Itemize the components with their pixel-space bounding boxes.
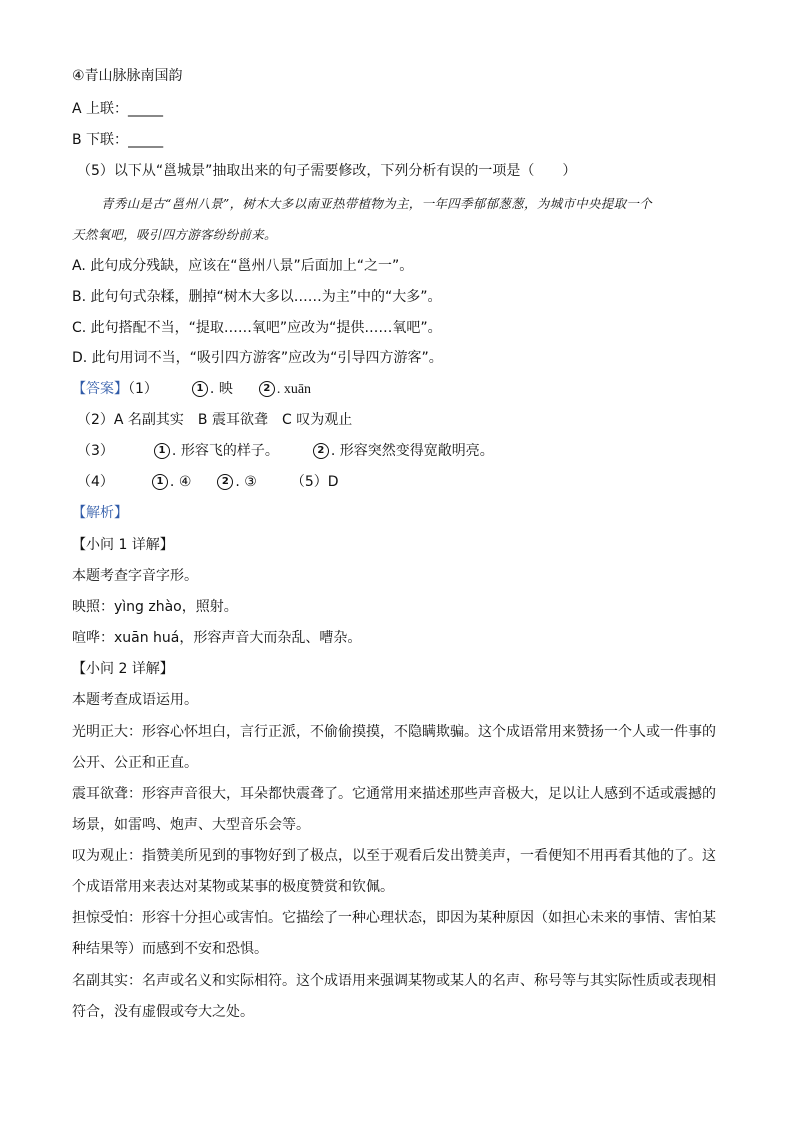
option-d: D. 此句用词不当，“吸引四方游客”应改为“引导四方游客”。	[72, 350, 443, 366]
idiom-explanation-2-line-1: 震耳欲聋：形容声音很大，耳朵都快震聋了。它通常用来描述那些声音极大，足以让人感到不适或震撼的	[72, 786, 716, 802]
subquestion-1-line-2: 映照：yìng zhào，照射。	[72, 599, 238, 615]
idiom-explanation-3-line-2: 个成语常用来表达对某物或某事的极度赞赏和钦佩。	[72, 879, 394, 895]
idiom-explanation-2-line-2: 场景，如雷鸣、炮声、大型音乐会等。	[72, 817, 310, 833]
idiom-explanation-5-line-2: 符合，没有虚假或夸大之处。	[72, 1004, 254, 1020]
subquestion-2-title: 【小问 2 详解】	[72, 661, 174, 677]
circled-number-1: 1	[154, 443, 170, 459]
quoted-sentence-line-2: 天然氧吧，吸引四方游客纷纷前来。	[72, 227, 277, 242]
idiom-explanation-1-line-2: 公开、公正和正直。	[72, 755, 198, 771]
answer-row-4	[77, 472, 339, 492]
option-b: B. 此句句式杂糅，删掉“树木大多以……为主”中的“大多”。	[72, 289, 442, 305]
answer-4-part-1: . ④	[169, 474, 192, 490]
subquestion-2-line-1: 本题考查成语运用。	[72, 692, 198, 708]
answer-3-part-2: . 形容突然变得宽敞明亮。	[330, 443, 494, 459]
idiom-explanation-3-line-1: 叹为观止：指赞美所见到的事物好到了极点，以至于观看后发出赞美声，一看便知不用再看其他的了。这	[72, 848, 716, 864]
answer-4-part-2: . ③	[235, 474, 257, 490]
circled-number-2: 2	[217, 474, 233, 490]
lower-couplet-label: B 下联：	[72, 132, 129, 148]
upper-couplet-blank[interactable]: _____	[128, 101, 164, 117]
circled-number-2: 2	[259, 381, 275, 397]
lower-couplet-prompt	[72, 130, 163, 150]
analysis-label: 【解析】	[72, 505, 128, 521]
answer-row-3	[77, 441, 494, 461]
idiom-explanation-4-line-2: 种结果等）而感到不安和恐惧。	[72, 941, 268, 957]
quoted-sentence-line-1: 青秀山是古“邕州八景”，树木大多以南亚热带植物为主，一年四季郁郁葱葱，为城市中央提取一个	[101, 196, 652, 211]
answer-1-part-2: . xuān	[276, 382, 312, 397]
idiom-explanation-4-line-1: 担惊受怕：形容十分担心或害怕。它描绘了一种心理状态，即因为某种原因（如担心未来的事情、害怕某	[72, 910, 716, 926]
subquestion-1-line-3: 喧哗：xuān huá，形容声音大而杂乱、嘈杂。	[72, 630, 362, 646]
upper-couplet-prompt	[72, 99, 163, 119]
answer-row-1	[72, 379, 311, 400]
answer-row-2: （2）A 名副其实 B 震耳欲聋 C 叹为观止	[77, 412, 353, 428]
couplet-line-4: ④青山脉脉南国韵	[72, 68, 183, 84]
circled-number-2: 2	[313, 443, 329, 459]
subquestion-1-line-1: 本题考查字音字形。	[72, 568, 198, 584]
upper-couplet-label: A 上联：	[72, 101, 129, 117]
option-c: C. 此句搭配不当，“提取……氧吧”应改为“提供……氧吧”。	[72, 320, 442, 336]
answer-3-part-1: . 形容飞的样子。	[171, 443, 279, 459]
answer-3-prefix: （3）	[77, 443, 114, 459]
question-5: （5）以下从“邕城景”抽取出来的句子需要修改，下列分析有误的一项是（ ）	[77, 163, 577, 179]
answer-1-prefix: （1）	[128, 381, 158, 397]
idiom-explanation-1-line-1: 光明正大：形容心怀坦白，言行正派，不偷偷摸摸，不隐瞒欺骗。这个成语常用来赞扬一个人或一件事的	[72, 724, 716, 740]
answer-label: 【答案】	[72, 381, 128, 397]
idiom-explanation-5-line-1: 名副其实：名声或名义和实际相符。这个成语用来强调某物或某人的名声、称号等与其实际性质或表现相	[72, 973, 716, 989]
lower-couplet-blank[interactable]: _____	[128, 132, 164, 148]
circled-number-1: 1	[192, 381, 208, 397]
circled-number-1: 1	[152, 474, 168, 490]
subquestion-1-title: 【小问 1 详解】	[72, 537, 174, 553]
answer-1-part-1: . 映	[209, 381, 233, 397]
answer-5: （5）D	[290, 474, 339, 490]
option-a: A. 此句成分残缺，应该在“邕州八景”后面加上“之一”。	[72, 258, 414, 274]
answer-4-prefix: （4）	[77, 474, 114, 490]
